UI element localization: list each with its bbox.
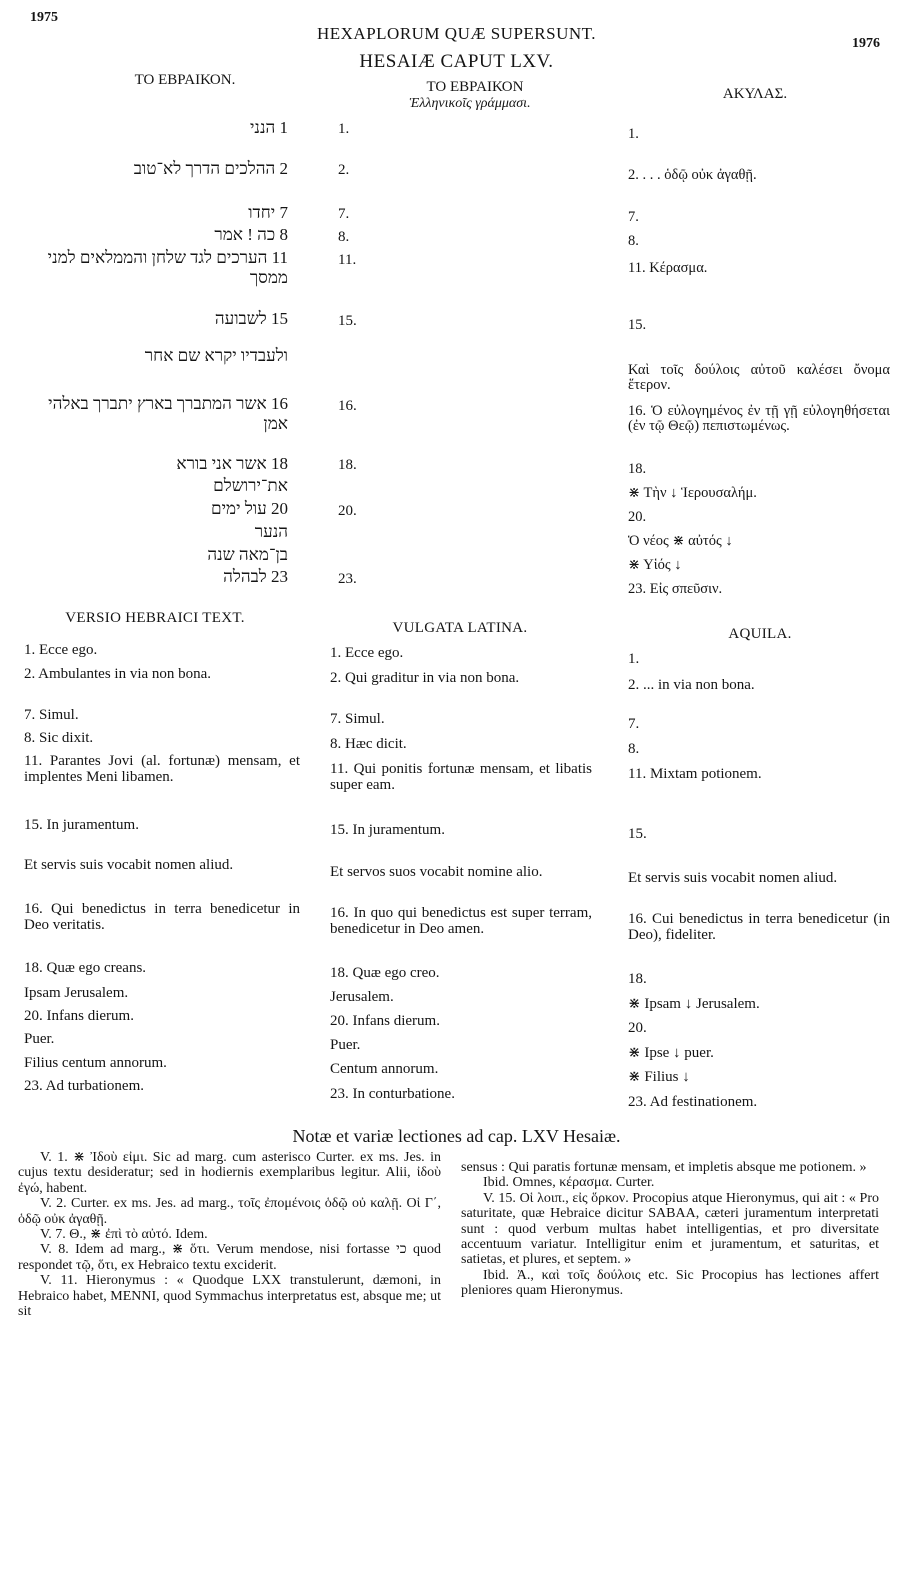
hebrew-row: בן־מאה שנה bbox=[207, 545, 288, 564]
hebrew-row: 16 אשר המתברך בארץ יתברך באלהי אמן bbox=[48, 394, 288, 433]
notes-right-column bbox=[461, 1160, 879, 1299]
aquila-latin-row: 1. bbox=[628, 651, 640, 667]
versio-row: 23. Ad turbationem. bbox=[24, 1078, 144, 1094]
aquila-greek-row: 18. bbox=[628, 461, 647, 477]
versio-row: Et servis suis vocabit nomen aliud. bbox=[24, 857, 234, 873]
aquila-latin-row: ⋇ Ipse ↓ puer. bbox=[628, 1045, 714, 1061]
vulgata-row: 7. Simul. bbox=[330, 711, 385, 727]
note-paragraph: V. 15. Οἱ λοιπ., εἰς ὅρκον. Procopius atque Hieronymus, qui ait : « Pro saturitate, quæ Hebraice dicitur SABAA, cæteri juramentum interpretati sunt : quod verbum multas habet intelligentias, et pro diversitate accentuum variatur. Intelligitur enim et juramentum, et saturitas, et satietas, et plures, et septem. » bbox=[461, 1190, 879, 1268]
hebrew-row: 20 עול ימים bbox=[210, 499, 288, 518]
versio-row: 1. Ecce ego. bbox=[24, 642, 98, 658]
aquila-greek-row: 2. . . . ὁδῷ οὐκ ἀγαθῇ. bbox=[628, 167, 757, 183]
running-head: HEXAPLORUM QUÆ SUPERSUNT. bbox=[316, 24, 597, 43]
chapter-title: HESAIÆ CAPUT LXV. bbox=[359, 51, 554, 72]
aquila-greek-column-header: ΑΚΥΛΑΣ. bbox=[722, 86, 788, 102]
note-paragraph: V. 7. Θ., ⋇ ἐπὶ τὸ αὐτό. Idem. bbox=[40, 1227, 208, 1243]
vulgata-row: 1. Ecce ego. bbox=[330, 645, 404, 661]
versio-row: 7. Simul. bbox=[24, 707, 79, 723]
aquila-latin-row: 7. bbox=[628, 716, 640, 732]
vulgata-row: Jerusalem. bbox=[330, 989, 394, 1005]
hebrew-row: 15 לשבועה bbox=[214, 309, 288, 328]
aquila-greek-row: 1. bbox=[628, 126, 639, 142]
note-paragraph: V. 8. Idem ad marg., ⋇ ὅτι. Verum mendose, nisi fortasse כי quod respondet τῷ, ὅτι, ex Hebraico textu exciderit. bbox=[18, 1242, 442, 1273]
vulgata-row: 11. Qui ponitis fortunæ mensam, et libatis super eam. bbox=[330, 761, 592, 793]
versio-row: Filius centum annorum. bbox=[24, 1055, 167, 1071]
aquila-greek-row: 11. Κέρασμα. bbox=[628, 260, 708, 276]
note-paragraph: Ibid. Ἀ., καὶ τοῖς δούλοις etc. Sic Procopius has lectiones affert pleniores quam Hieronymus. bbox=[461, 1267, 879, 1299]
aquila-greek-row: Ὁ νέος ⋇ αὐτός ↓ bbox=[628, 533, 733, 549]
aquila-latin-row: 15. bbox=[628, 826, 647, 842]
versio-row: 11. Parantes Jovi (al. fortunæ) mensam, et implentes Meni libamen. bbox=[24, 753, 300, 785]
hebrew-row: 11 הערכים לגד שלחן והממלאים למני ממסך bbox=[47, 248, 288, 287]
vulgata-row: Et servos suos vocabit nomine alio. bbox=[330, 864, 543, 880]
vulgata-row: 20. Infans dierum. bbox=[330, 1013, 440, 1029]
aquila-greek-row: 16. Ὁ εὐλογημένος ἐν τῇ γῇ εὐλογηθήσεται (ἐν τῷ Θεῷ) πεπιστωμένως. bbox=[628, 403, 890, 434]
hebrew-row: 1 הנני bbox=[249, 118, 288, 137]
versio-row: 20. Infans dierum. bbox=[24, 1008, 134, 1024]
translit-column-header: ΤΟ ΕΒΡΑΙΚΟΝ bbox=[426, 79, 524, 95]
vulgata-row: 16. In quo qui benedictus est super terram, benedicetur in Deo amen. bbox=[330, 905, 592, 937]
vulgata-row: 15. In juramentum. bbox=[330, 822, 445, 838]
vulgata-row: 2. Qui graditur in via non bona. bbox=[330, 670, 520, 686]
aquila-greek-row: 23. Εἰς σπεῦσιν. bbox=[628, 581, 723, 597]
hebrew-row: את־ירושלם bbox=[213, 476, 288, 495]
vulgata-row: 8. Hæc dicit. bbox=[330, 736, 407, 752]
translit-row: 1. bbox=[338, 121, 350, 137]
aquila-latin-column-header: AQUILA. bbox=[728, 626, 792, 642]
translit-row: 23. bbox=[338, 571, 357, 587]
aquila-latin-row: 18. bbox=[628, 971, 647, 987]
translit-row: 18. bbox=[338, 457, 357, 473]
hebrew-row: הנער bbox=[254, 522, 288, 541]
translit-row: 7. bbox=[338, 206, 350, 222]
versio-row: Ipsam Jerusalem. bbox=[24, 985, 129, 1001]
aquila-greek-row: 7. bbox=[628, 209, 639, 225]
note-paragraph: V. 11. Hieronymus : « Quodque LXX transtulerunt, dæmoni, in Hebraico habet, MENNI, quod Symmachus interpretatus est, absque me; ut sit bbox=[18, 1273, 441, 1320]
note-paragraph: V. 1. ⋇ Ἰδοὺ εἰμι. Sic ad marg. cum asterisco Curter. ex ms. Jes. in cujus textu desideratur; sed in hodiernis exemplaribus legitur. Alii, ἰδοὺ ἐγώ, habent. bbox=[18, 1150, 441, 1196]
versio-row: 18. Quæ ego creans. bbox=[24, 960, 147, 976]
aquila-greek-row: 20. bbox=[628, 509, 647, 525]
versio-row: 16. Qui benedictus in terra benedicetur in Deo veritatis. bbox=[24, 901, 300, 933]
aquila-latin-row: 11. Mixtam potionem. bbox=[628, 766, 762, 782]
hebrew-row: ולעבדיו יקרא שם אחר bbox=[144, 346, 288, 365]
aquila-latin-row: 16. Cui benedictus in terra benedicetur (in Deo), fideliter. bbox=[628, 911, 890, 943]
aquila-latin-row: 8. bbox=[628, 741, 640, 757]
aquila-latin-row: 2. ... in via non bona. bbox=[628, 677, 755, 693]
note-paragraph: Ibid. Omnes, κέρασμα. Curter. bbox=[483, 1175, 655, 1191]
aquila-latin-row: Et servis suis vocabit nomen aliud. bbox=[628, 870, 838, 886]
aquila-latin-row: ⋇ Ipsam ↓ Jerusalem. bbox=[628, 996, 760, 1012]
vulgata-column-header: VULGATA LATINA. bbox=[392, 620, 528, 636]
aquila-latin-row: 23. Ad festinationem. bbox=[628, 1094, 758, 1110]
hebrew-row: 7 יחדו bbox=[248, 203, 288, 222]
hebrew-row: 8 כה ! אמר bbox=[214, 225, 288, 244]
translit-row: 11. bbox=[338, 252, 357, 268]
hebrew-row: 18 אשר אני בורא bbox=[176, 454, 288, 473]
vulgata-row: Puer. bbox=[330, 1037, 361, 1053]
aquila-greek-row: ⋇ Υἱός ↓ bbox=[628, 557, 682, 573]
vulgata-row: Centum annorum. bbox=[330, 1061, 439, 1077]
vulgata-row: 23. In conturbatione. bbox=[330, 1086, 455, 1102]
hebrew-row: 23 לבהלה bbox=[223, 567, 288, 586]
translit-row: 15. bbox=[338, 313, 357, 329]
page-number-left: 1975 bbox=[30, 10, 58, 25]
aquila-greek-row: 15. bbox=[628, 317, 647, 333]
aquila-greek-row: 8. bbox=[628, 233, 639, 249]
aquila-greek-row: ⋇ Τὴν ↓ Ἱερουσαλήμ. bbox=[628, 485, 757, 501]
aquila-greek-row: Καὶ τοῖς δούλοις αὐτοῦ καλέσει ὄνομα ἕτερον. bbox=[628, 362, 890, 393]
notes-title: Notæ et variæ lectiones ad cap. LXV Hesaiæ. bbox=[292, 1126, 621, 1146]
versio-row: Puer. bbox=[24, 1031, 55, 1047]
note-paragraph: V. 2. Curter. ex ms. Jes. ad marg., τοῖς ἐπομένοις ὁδῷ οὐ καλῇ. Οἱ Γ΄, ὁδῷ οὐκ ἀγαθῇ. bbox=[18, 1196, 441, 1227]
translit-row: 2. bbox=[338, 162, 350, 178]
translit-row: 8. bbox=[338, 229, 350, 245]
notes-left-column bbox=[18, 1150, 441, 1319]
hebraic-column-header: ΤΟ ΕΒΡΑΙΚΟΝ. bbox=[134, 72, 236, 88]
note-paragraph: sensus : Qui paratis fortunæ mensam, et impletis absque me potionem. » bbox=[461, 1160, 867, 1175]
translit-row: 20. bbox=[338, 503, 357, 519]
aquila-latin-row: ⋇ Filius ↓ bbox=[628, 1069, 690, 1085]
vulgata-row: 18. Quæ ego creo. bbox=[330, 965, 440, 981]
versio-row: 2. Ambulantes in via non bona. bbox=[24, 666, 212, 682]
translit-column-subheader: Ἑλληνικοῖς γράμμασι. bbox=[409, 96, 531, 111]
versio-row: 15. In juramentum. bbox=[24, 817, 139, 833]
hebrew-row: 2 ההלכים הדרך לא־טוב bbox=[133, 159, 288, 178]
page-number-right: 1976 bbox=[852, 36, 880, 51]
aquila-latin-row: 20. bbox=[628, 1020, 647, 1036]
versio-column-header: VERSIO HEBRAICI TEXT. bbox=[65, 610, 245, 626]
translit-row: 16. bbox=[338, 398, 357, 414]
versio-row: 8. Sic dixit. bbox=[24, 730, 94, 746]
